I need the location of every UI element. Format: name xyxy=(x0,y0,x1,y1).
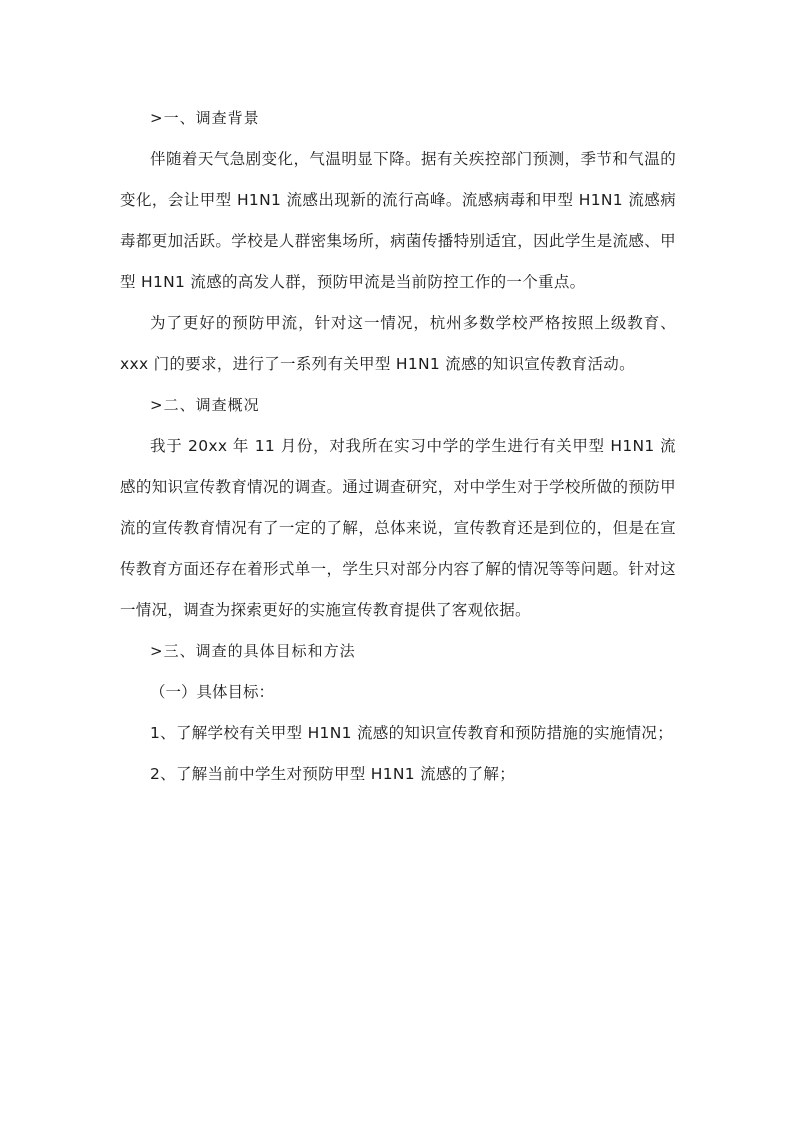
section-heading-overview: >二、调查概况 xyxy=(150,396,260,414)
section-heading-goals-methods: >三、调查的具体目标和方法 xyxy=(150,642,356,660)
background-paragraph-2: 为了更好的预防甲流，针对这一情况，杭州多数学校严格按照上级教育、xxx 门的要求，进行了一系列有关甲型 H1N1 流感的知识宣传教育活动。 xyxy=(120,314,676,373)
section-heading-background: >一、调查背景 xyxy=(150,109,260,127)
subheading-specific-goals: （一）具体目标： xyxy=(150,683,275,701)
document-page xyxy=(120,98,676,795)
background-paragraph-1: 伴随着天气急剧变化，气温明显下降。据有关疾控部门预测，季节和气温的变化，会让甲型 H1N1 流感出现新的流行高峰。流感病毒和甲型 H1N1 流感病毒都更加活跃。学校是人群密集场所，病菌传播特别适宜，因此学生是流感、甲型 H1N1 流感的高发人群，预防甲流是当前防控工作的一个重点。 xyxy=(120,150,676,291)
goal-item-1: 1、了解学校有关甲型 H1N1 流感的知识宣传教育和预防措施的实施情况； xyxy=(150,724,673,742)
goal-item-2: 2、了解当前中学生对预防甲型 H1N1 流感的了解； xyxy=(150,765,515,783)
overview-paragraph-1: 我于 20xx 年 11 月份，对我所在实习中学的学生进行有关甲型 H1N1 流感的知识宣传教育情况的调查。通过调查研究，对中学生对于学校所做的预防甲流的宣传教育情况有了一定的了解，总体来说，宣传教育还是到位的，但是在宣传教育方面还存在着形式单一，学生只对部分内容了解的情况等等问题。针对这一情况，调查为探索更好的实施宣传教育提供了客观依据。 xyxy=(120,437,676,619)
